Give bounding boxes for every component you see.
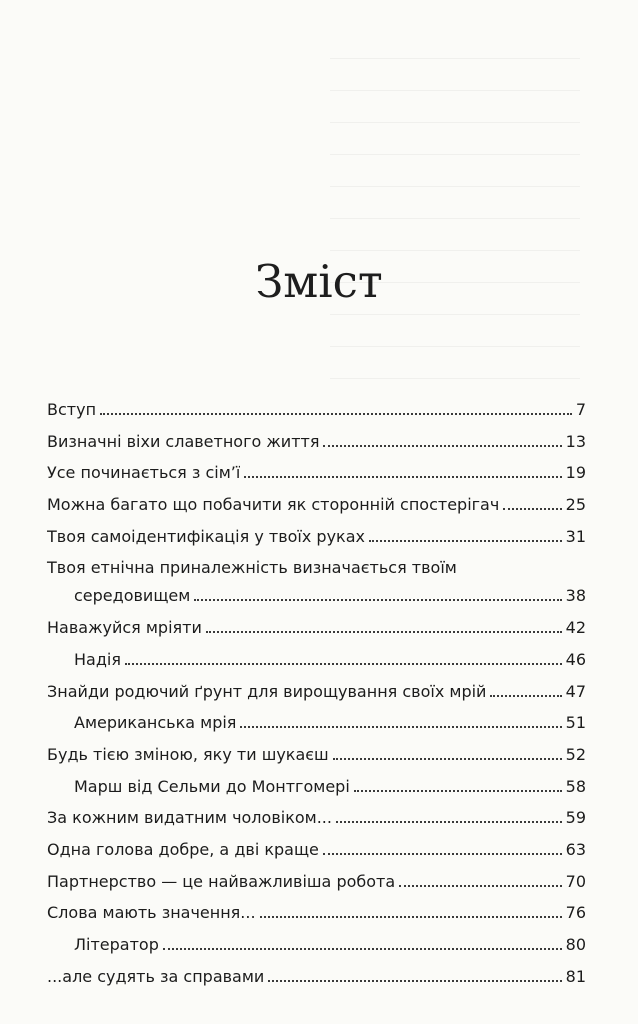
toc-entry-title: Будь тією зміною, яку ти шукаєш bbox=[47, 744, 329, 764]
dot-leader bbox=[268, 980, 561, 982]
dot-leader bbox=[323, 445, 561, 447]
dot-leader bbox=[206, 631, 562, 633]
page-title: Зміст bbox=[255, 255, 383, 308]
table-of-contents bbox=[47, 400, 586, 998]
dot-leader bbox=[336, 821, 562, 823]
toc-entry bbox=[47, 463, 586, 483]
toc-entry-page: 81 bbox=[565, 966, 586, 986]
toc-entry-title: Можна багато що побачити як сторонній спостерігач bbox=[47, 495, 500, 515]
toc-entry-page: 70 bbox=[565, 871, 586, 891]
toc-subentry bbox=[47, 650, 586, 670]
toc-subentry bbox=[47, 935, 586, 955]
toc-entry-title: Твоя самоідентифікація у твоїх руках bbox=[47, 526, 365, 546]
toc-subentry bbox=[47, 777, 586, 797]
toc-entry-page: 38 bbox=[565, 586, 586, 606]
toc-entry-title: Партнерство — це найважливіша робота bbox=[47, 871, 396, 891]
toc-entry-page: 7 bbox=[575, 400, 586, 419]
toc-entry-page: 31 bbox=[565, 526, 586, 546]
toc-entry bbox=[47, 872, 586, 892]
toc-entry bbox=[47, 967, 586, 987]
toc-entry-page: 46 bbox=[565, 649, 586, 669]
dot-leader bbox=[244, 476, 561, 478]
toc-entry-page: 47 bbox=[565, 681, 586, 701]
dot-leader bbox=[333, 758, 562, 760]
dot-leader bbox=[260, 916, 562, 918]
toc-entry-page: 58 bbox=[565, 776, 586, 796]
toc-entry-title: Одна голова добре, а дві краще bbox=[47, 839, 319, 859]
dot-leader bbox=[503, 508, 561, 510]
toc-entry bbox=[47, 682, 586, 702]
toc-entry-page: 19 bbox=[565, 463, 586, 483]
toc-entry-page: 25 bbox=[565, 495, 586, 515]
toc-entry bbox=[47, 840, 586, 860]
toc-entry-title: Надія bbox=[74, 649, 121, 669]
toc-entry-title: Твоя етнічна приналежність визначається твоїм bbox=[47, 558, 457, 578]
toc-entry-title: За кожним видатним чоловіком... bbox=[47, 808, 332, 828]
toc-entry-page: 42 bbox=[565, 618, 586, 638]
show-through-texture bbox=[330, 30, 580, 410]
toc-entry bbox=[47, 527, 586, 547]
toc-entry bbox=[47, 745, 586, 765]
dot-leader bbox=[369, 540, 562, 542]
toc-entry-page: 51 bbox=[565, 713, 586, 733]
toc-entry-title: Слова мають значення... bbox=[47, 903, 256, 923]
dot-leader bbox=[125, 663, 562, 665]
dot-leader bbox=[163, 948, 562, 950]
toc-entry-page: 76 bbox=[565, 903, 586, 923]
toc-entry-page: 80 bbox=[565, 935, 586, 954]
toc-entry-title: Марш від Сельми до Монтгомері bbox=[74, 776, 350, 796]
toc-entry-title: ...але судять за справами bbox=[47, 966, 265, 986]
toc-entry-title: Літератор bbox=[74, 935, 159, 954]
dot-leader bbox=[323, 853, 562, 855]
toc-entry-page: 13 bbox=[565, 431, 586, 451]
dot-leader bbox=[100, 413, 572, 415]
toc-entry bbox=[47, 618, 586, 638]
dot-leader bbox=[490, 695, 561, 697]
toc-entry-title: Усе починається з сім’ї bbox=[47, 463, 241, 483]
dot-leader bbox=[399, 885, 561, 887]
toc-subentry bbox=[47, 713, 586, 733]
toc-entry-title: Визначні віхи славетного життя bbox=[47, 431, 320, 451]
toc-entry-page: 52 bbox=[565, 744, 586, 764]
toc-entry-title: Вступ bbox=[47, 400, 97, 419]
toc-entry bbox=[47, 400, 586, 420]
dot-leader bbox=[240, 726, 561, 728]
toc-entry-title: Наважуйся мріяти bbox=[47, 618, 202, 638]
toc-entry-title: Американська мрія bbox=[74, 713, 237, 733]
toc-entry-page: 59 bbox=[565, 808, 586, 828]
toc-entry bbox=[47, 495, 586, 515]
toc-entry-title: Знайди родючий ґрунт для вирощування своїх мрій bbox=[47, 681, 487, 701]
toc-entry-title-continued: середовищем bbox=[74, 586, 191, 606]
toc-entry-page: 63 bbox=[565, 839, 586, 859]
toc-entry bbox=[47, 903, 586, 923]
toc-entry bbox=[47, 808, 586, 828]
toc-entry bbox=[47, 558, 586, 606]
dot-leader bbox=[194, 599, 561, 601]
dot-leader bbox=[354, 790, 562, 792]
toc-entry bbox=[47, 432, 586, 452]
toc-entry-continuation bbox=[47, 586, 586, 606]
